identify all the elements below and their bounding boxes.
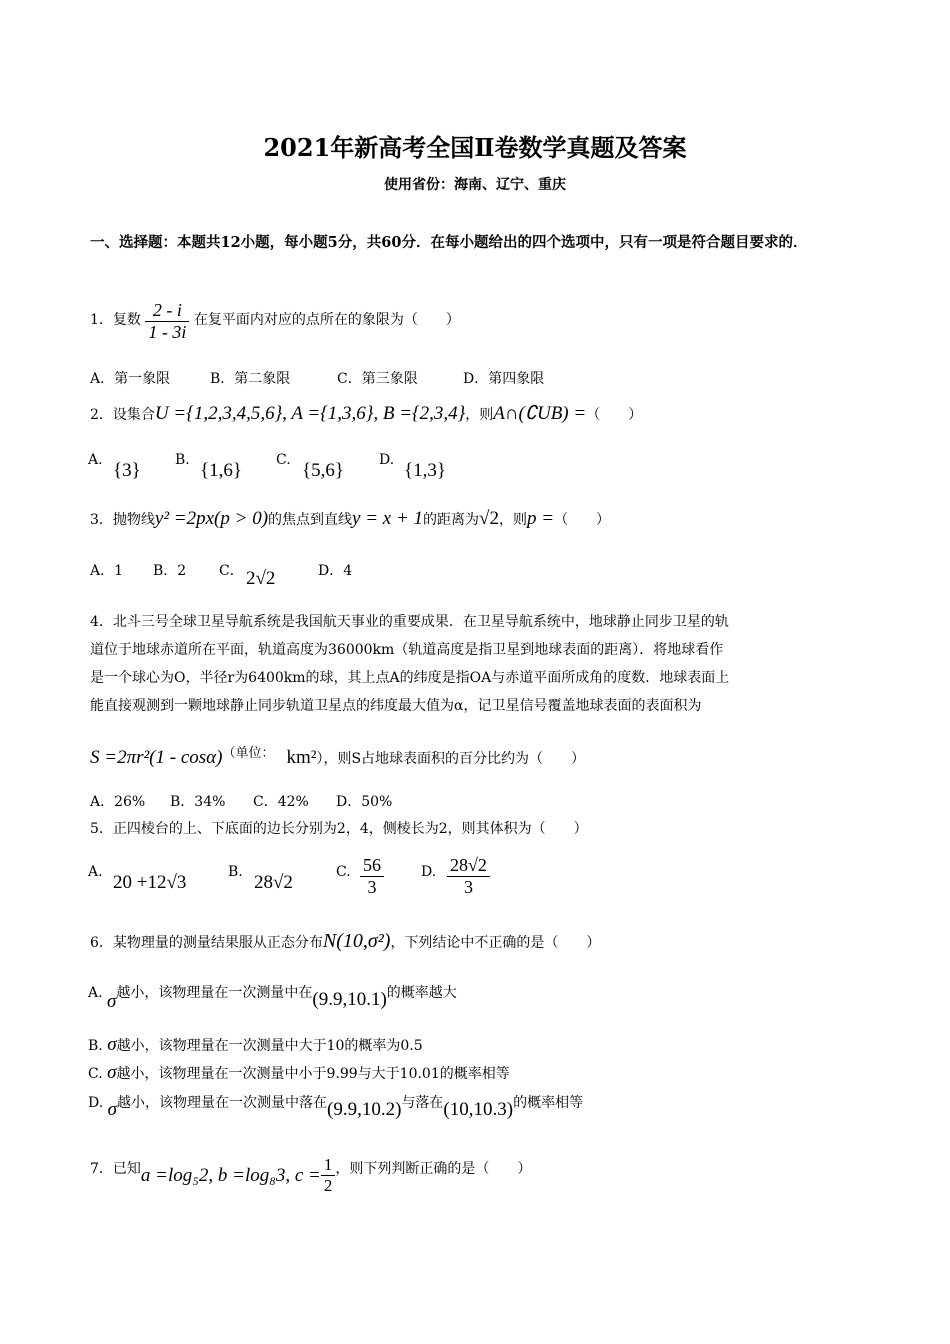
q3-option-b: B．2 <box>153 563 187 579</box>
q2-tail: （ ） <box>586 407 643 423</box>
q3-tail: （ ） <box>554 512 611 528</box>
q4-option-d: D．50% <box>336 794 393 810</box>
q5-option-b-label: B. <box>228 864 243 880</box>
q2-option-b-label: B. <box>175 452 190 468</box>
q6-number: 6．某物理量的测量结果服从正态分布 <box>90 935 323 951</box>
q2-option-c: {5,6} <box>302 460 344 481</box>
q6-d-text1: 越小，该物理量在一次测量中落在 <box>117 1095 328 1111</box>
q4-unit-pre: （单位： <box>222 746 275 761</box>
q4-option-c: C．42% <box>253 794 309 810</box>
q2-text: ，则 <box>465 407 494 423</box>
question-3 <box>90 508 610 530</box>
q1-option-b: B．第二象限 <box>210 371 291 387</box>
q3-equation: y² =2px(p > 0) <box>154 508 269 529</box>
q1-option-a: A．第一象限 <box>90 371 171 387</box>
q4-option-a: A．26% <box>90 794 146 810</box>
q6-d-text3: 的概率相等 <box>513 1095 584 1111</box>
q4-unit: km² <box>286 747 317 768</box>
q6-c-text: 越小，该物理量在一次测量中小于9.99与大于10.01的概率相等 <box>116 1066 510 1082</box>
q1-fraction <box>145 300 189 343</box>
q6-b-label: B. <box>88 1038 103 1054</box>
q6-d-interval2: (10,10.3) <box>443 1099 514 1120</box>
q5-d-den: 3 <box>463 877 473 897</box>
question-1 <box>90 300 460 343</box>
q5-option-d-label: D. <box>421 864 437 880</box>
q5-c-den: 3 <box>367 877 377 897</box>
q7-c-num: 1 <box>321 1155 336 1176</box>
q3-line: y = x + 1 <box>352 508 424 529</box>
q6-c-sigma: σ <box>107 1062 117 1083</box>
q4-formula: S =2πr²(1 - cosα) <box>90 747 223 768</box>
q6-b-text: 越小，该物理量在一次测量中大于10的概率为0.5 <box>116 1038 423 1054</box>
q1-text: 在复平面内对应的点所在的象限为（ ） <box>193 312 460 328</box>
q7-c-fraction <box>321 1155 336 1196</box>
q3-option-c: 2√2 <box>246 568 276 589</box>
q3-p: p = <box>526 508 555 529</box>
q3-text3: ，则 <box>498 512 527 528</box>
q3-number: 3．抛物线 <box>90 512 155 528</box>
q1-number: 1．复数 <box>90 312 141 328</box>
q4-line1: 4．北斗三号全球卫星导航系统是我国航天事业的重要成果．在卫星导航系统中，地球静止同步卫星的轨 <box>90 614 729 630</box>
q1-frac-den: 1 - 3i <box>148 322 187 342</box>
question-5: 5．正四棱台的上、下底面的边长分别为2，4，侧棱长为2，则其体积为（ ） <box>90 821 588 837</box>
q7-text: ，则下列判断正确的是（ ） <box>335 1161 532 1177</box>
q6-distribution: N(10,σ²) <box>322 930 391 952</box>
q6-text: ，下列结论中不正确的是（ ） <box>390 935 601 951</box>
q6-a-interval: (9.9,10.1) <box>312 989 387 1010</box>
q4-line3: 是一个球心为O，半径r为6400km的球，其上点A的纬度是指OA与赤道平面所成角的度数．地球表面上 <box>90 670 730 686</box>
q1-option-d: D．第四象限 <box>463 371 545 387</box>
q5-option-c-label: C. <box>336 864 351 880</box>
q7-number: 7．已知 <box>90 1161 141 1177</box>
q7-c-den: 2 <box>323 1176 333 1195</box>
q2-option-a-label: A. <box>88 452 103 468</box>
q2-expression: A∩(∁UB) = <box>493 403 587 424</box>
q4-unit-post: ），则S占地球表面积的百分比约为（ ） <box>316 751 586 767</box>
section-heading: 一、选择题：本题共12小题，每小题5分，共60分．在每小题给出的四个选项中，只有一项是符合题目要求的． <box>90 234 808 251</box>
q6-a-text2: 的概率越大 <box>386 985 457 1001</box>
q3-option-c-label: C． <box>219 563 244 579</box>
q6-d-sigma: σ <box>107 1099 118 1120</box>
q2-option-b: {1,6} <box>200 460 242 481</box>
question-2 <box>90 402 642 425</box>
q4-formula-line <box>90 742 585 769</box>
q2-option-d-label: D. <box>379 452 395 468</box>
q6-option-b <box>88 1034 423 1056</box>
q3-text2: 的距离为 <box>423 512 480 528</box>
q7-expression: a =log₅2, b =log₈3, c = <box>140 1165 321 1186</box>
q2-option-d: {1,3} <box>404 460 446 481</box>
q6-d-label: D. <box>88 1095 104 1111</box>
q3-distance: √2 <box>479 508 499 529</box>
q2-number: 2．设集合 <box>90 407 155 423</box>
question-6 <box>90 930 600 953</box>
q6-option-d <box>88 1092 583 1121</box>
q6-d-interval1: (9.9,10.2) <box>327 1099 402 1120</box>
q6-a-sigma: σ <box>107 991 117 1012</box>
q5-option-d <box>447 855 490 898</box>
q3-text1: 的焦点到直线 <box>268 512 353 528</box>
q5-option-a-label: A. <box>88 864 103 880</box>
q6-d-text2: 与落在 <box>401 1095 444 1111</box>
q6-b-sigma: σ <box>107 1034 117 1055</box>
q1-frac-num: 2 - i <box>145 300 189 322</box>
q2-option-c-label: C. <box>276 452 291 468</box>
q6-a-label: A. <box>88 985 103 1001</box>
q3-option-d: D．4 <box>318 563 353 579</box>
q2-sets: U ={1,2,3,4,5,6}, A ={1,3,6}, B ={2,3,4} <box>154 403 466 424</box>
q5-d-num: 28√2 <box>447 855 490 877</box>
q4-option-b: B．34% <box>170 794 226 810</box>
q5-option-b: 28√2 <box>254 872 293 893</box>
q5-option-c <box>360 855 384 898</box>
q4-line4: 能直接观测到一颗地球静止同步轨道卫星点的纬度最大值为α，记卫星信号覆盖地球表面的表面积为 <box>90 698 702 714</box>
page-title: 2021年新高考全国Ⅱ卷数学真题及答案 <box>263 133 687 162</box>
q6-option-c <box>88 1062 510 1084</box>
q6-a-text1: 越小，该物理量在一次测量中在 <box>116 985 313 1001</box>
q3-option-a: A．1 <box>90 563 124 579</box>
q2-option-a: {3} <box>113 460 141 481</box>
question-4 <box>90 608 865 720</box>
q6-c-label: C. <box>88 1066 103 1082</box>
q6-option-a <box>88 982 457 1013</box>
question-7 <box>90 1155 531 1196</box>
q1-option-c: C．第三象限 <box>337 371 418 387</box>
page-subtitle: 使用省份：海南、辽宁、重庆 <box>384 177 566 193</box>
q5-c-num: 56 <box>360 855 384 877</box>
q5-option-a: 20 +12√3 <box>113 872 187 893</box>
q4-line2: 道位于地球赤道所在平面，轨道高度为36000km（轨道高度是指卫星到地球表面的距离）．将地球看作 <box>90 642 724 658</box>
